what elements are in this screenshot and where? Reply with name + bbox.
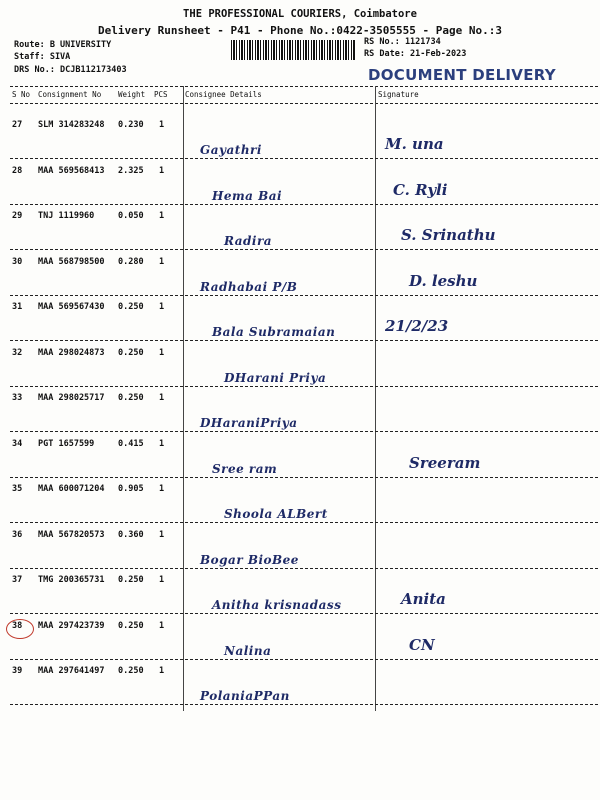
row-weight: 0.250: [118, 347, 144, 358]
row-consignment-no: MAA 568798500: [38, 256, 105, 267]
row-consignment-no: MAA 567820573: [38, 529, 105, 540]
table-row: [0, 159, 600, 204]
row-pcs: 1: [159, 484, 165, 494]
row-divider: [10, 704, 598, 705]
table-row: [0, 113, 600, 158]
signature-handwritten: C. Ryli: [393, 180, 448, 199]
row-sno: 32: [12, 347, 23, 358]
consignee-name-handwritten: Hema Bai: [212, 188, 283, 203]
row-sno: 36: [12, 529, 23, 540]
col-consignment: Consignment No: [38, 90, 102, 99]
consignee-name-handwritten: Radira: [224, 234, 273, 248]
company-title: THE PROFESSIONAL COURIERS, Coimbatore: [183, 8, 417, 20]
row-pcs: 1: [159, 211, 165, 221]
consignee-name-handwritten: PolaniaPPan: [200, 689, 290, 703]
row-consignment-no: MAA 569567430: [38, 302, 105, 312]
row-weight: 2.325: [118, 165, 144, 176]
table-row: [0, 477, 600, 522]
row-consignment-no: MAA 298024873: [38, 347, 105, 358]
table-row: [0, 614, 600, 659]
row-sno: 37: [12, 575, 23, 585]
consignee-name-handwritten: Shoola ALBert: [224, 507, 328, 521]
row-38-circle-mark: [6, 619, 34, 639]
row-weight: 0.415: [118, 438, 144, 449]
rs-date: RS Date: 21-Feb-2023: [364, 49, 467, 59]
signature-handwritten: 21/2/23: [385, 317, 449, 335]
consignee-name-handwritten: Anitha krisnadass: [212, 598, 342, 612]
row-weight: 0.250: [118, 302, 144, 312]
row-weight: 0.905: [118, 484, 144, 494]
table-row: [0, 568, 600, 613]
row-sno: 28: [12, 165, 23, 176]
row-pcs: 1: [159, 438, 165, 449]
table-row: [0, 659, 600, 704]
row-weight: 0.250: [118, 393, 144, 403]
row-weight: 0.230: [118, 120, 144, 130]
rs-no: RS No.: 1121734: [364, 37, 441, 47]
consignee-name-handwritten: Bala Subramaian: [212, 325, 336, 339]
signature-handwritten: CN: [409, 635, 435, 654]
table-row: [0, 250, 600, 295]
consignee-name-handwritten: DHaraniPriya: [200, 416, 298, 430]
signature-handwritten: Sreeram: [409, 453, 481, 472]
signature-handwritten: M. una: [385, 135, 444, 153]
row-sno: 27: [12, 120, 23, 130]
consignee-name-handwritten: DHarani Priya: [224, 370, 327, 385]
table-row: [0, 523, 600, 568]
row-sno: 30: [12, 256, 23, 267]
row-pcs: 1: [159, 575, 165, 585]
row-pcs: 1: [159, 165, 165, 176]
row-pcs: 1: [159, 529, 165, 540]
row-sno: 38: [12, 620, 23, 631]
row-consignment-no: MAA 297423739: [38, 620, 105, 631]
document-delivery-stamp: DOCUMENT DELIVERY: [368, 66, 556, 84]
consignee-name-handwritten: Nalina: [224, 643, 272, 658]
row-weight: 0.360: [118, 529, 144, 540]
row-sno: 31: [12, 302, 23, 312]
signature-handwritten: S. Srinathu: [401, 226, 496, 244]
consignee-name-handwritten: Sree ram: [212, 461, 278, 476]
row-pcs: 1: [159, 393, 165, 403]
row-consignment-no: MAA 600071204: [38, 484, 105, 494]
runsheet-title: Delivery Runsheet - P41 - Phone No.:0422-3505555 - Page No.:3: [98, 24, 502, 37]
col-signature: Signature: [378, 90, 419, 99]
header-bottom-rule: [10, 103, 598, 104]
route-label: Route: B UNIVERSITY: [14, 40, 112, 50]
row-pcs: 1: [159, 302, 165, 312]
row-consignment-no: MAA 569568413: [38, 165, 105, 176]
row-weight: 0.250: [118, 666, 144, 676]
row-consignment-no: MAA 297641497: [38, 666, 105, 676]
signature-handwritten: Anita: [401, 590, 446, 608]
signature-handwritten: D. leshu: [409, 271, 478, 290]
col-sno: S No: [12, 90, 31, 99]
staff-label: Staff: SIVA: [14, 52, 71, 62]
row-sno: 39: [12, 666, 23, 676]
row-pcs: 1: [159, 666, 165, 676]
col-details: Consignee Details: [185, 90, 262, 99]
row-pcs: 1: [159, 347, 165, 358]
table-row: [0, 341, 600, 386]
table-row: [0, 386, 600, 431]
drs-label: DRS No.: DCJB112173403: [14, 65, 127, 75]
table-row: [0, 432, 600, 477]
header-top-rule: [10, 86, 598, 87]
row-weight: 0.250: [118, 620, 144, 631]
row-consignment-no: SLM 314283248: [38, 120, 105, 130]
consignee-name-handwritten: Radhabai P/B: [200, 279, 298, 294]
col-pcs: PCS: [154, 90, 168, 99]
row-weight: 0.050: [118, 211, 144, 221]
row-weight: 0.250: [118, 575, 144, 585]
barcode: [231, 40, 356, 60]
row-sno: 29: [12, 211, 23, 221]
row-pcs: 1: [159, 620, 165, 631]
row-sno: 33: [12, 393, 23, 403]
row-consignment-no: TMG 200365731: [38, 575, 105, 585]
row-consignment-no: TNJ 1119960: [38, 211, 95, 221]
consignee-name-handwritten: Bogar BioBee: [200, 552, 299, 567]
row-consignment-no: PGT 1657599: [38, 438, 95, 449]
row-consignment-no: MAA 298025717: [38, 393, 105, 403]
row-pcs: 1: [159, 256, 165, 267]
row-sno: 35: [12, 484, 23, 494]
row-weight: 0.280: [118, 256, 144, 267]
row-sno: 34: [12, 438, 23, 449]
row-pcs: 1: [159, 120, 165, 130]
col-weight: Weight: [118, 90, 146, 99]
table-row: [0, 204, 600, 249]
consignee-name-handwritten: Gayathri: [200, 143, 262, 157]
table-row: [0, 295, 600, 340]
